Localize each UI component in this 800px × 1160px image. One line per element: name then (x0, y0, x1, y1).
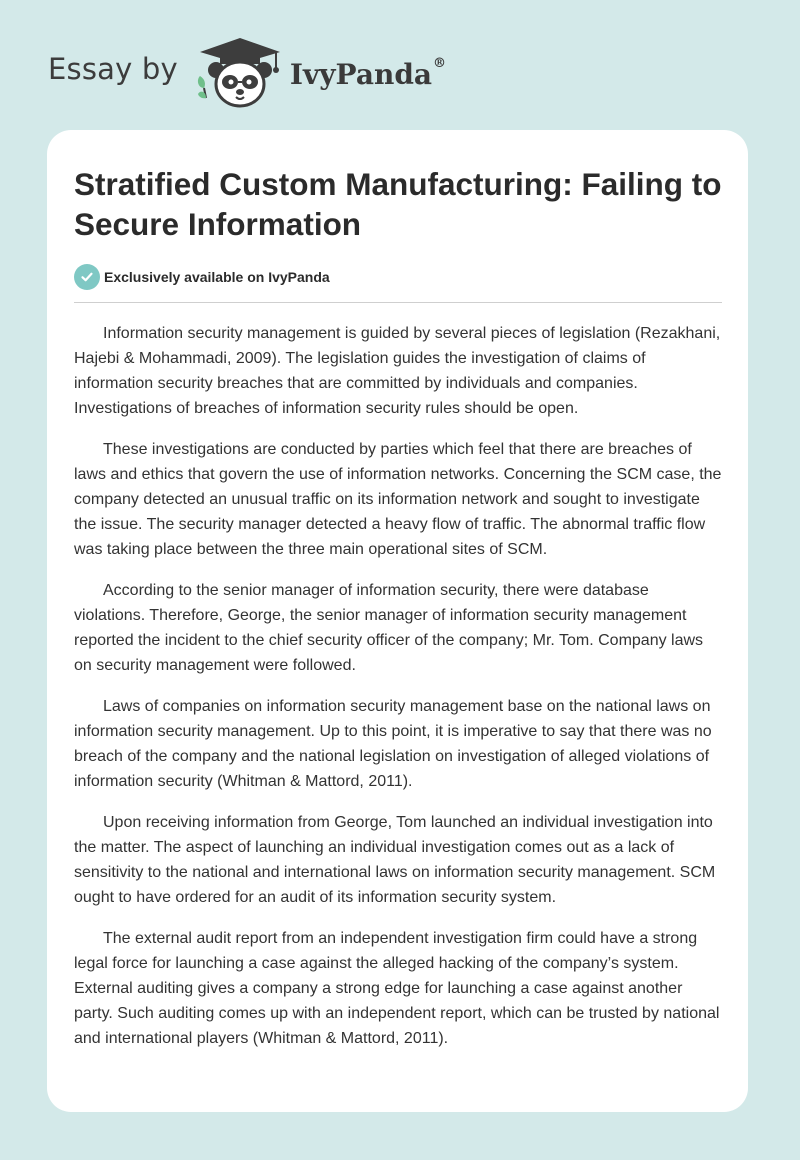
brand-prefix: Essay by (48, 52, 178, 86)
divider (74, 302, 722, 303)
paragraph: Upon receiving information from George, Tom launched an individual investigation into the matter. The aspect of launching an individual investigation comes out as a lack of sensitivity to the national and international laws on information security management. SCM ought to have ordered for an audit of its information security system. (74, 814, 716, 906)
check-circle-icon (74, 264, 100, 290)
essay-title: Stratified Custom Manufacturing: Failing to Secure Information (74, 166, 722, 242)
paragraph: The external audit report from an independent investigation firm could have a strong legal force for launching a case against the alleged hacking of the company’s system. External auditing gives a company a strong edge for launching a case against another party. Such auditing comes up with an independent report, which can be trusted by national and international players (Whitman & Mattord, 2011). (74, 930, 720, 1047)
essay-body (74, 321, 722, 1051)
registered-mark: ® (433, 55, 447, 71)
site-brand[interactable] (48, 36, 446, 110)
paragraph: According to the senior manager of information security, there were database violations. Therefore, George, the senior manager of information security management reported the incident to the chief security officer of the company; Mr. Tom. Company laws on security management were followed. (74, 582, 704, 674)
paragraph: Information security management is guided by several pieces of legislation (Rezakhani, Hajebi & Mohammadi, 2009). The legislation guides the investigation of claims of information security breaches that are committed by individuals and companies. Investigations of breaches of information security rules should be open. (74, 325, 721, 417)
essay-card (47, 130, 748, 1112)
exclusive-badge (74, 264, 722, 290)
panda-graduate-icon (194, 36, 286, 110)
badge-label: Exclusively available on IvyPanda (104, 269, 330, 285)
paragraph: Laws of companies on information security management base on the national laws on information security management. Up to this point, it is imperative to say that there was no breach of the company and the national legislation on investigation of alleged violations of information security (Whitman & Mattord, 2011). (74, 698, 712, 790)
brand-name: IvyPanda® (289, 55, 447, 91)
paragraph: These investigations are conducted by parties which feel that there are breaches of laws and ethics that govern the use of information networks. Concerning the SCM case, the company detected an unusual traffic on its information network and sought to investigate the issue. The security manager detected a heavy flow of traffic. The abnormal traffic flow was taking place between the three main operational sites of SCM. (74, 441, 722, 558)
